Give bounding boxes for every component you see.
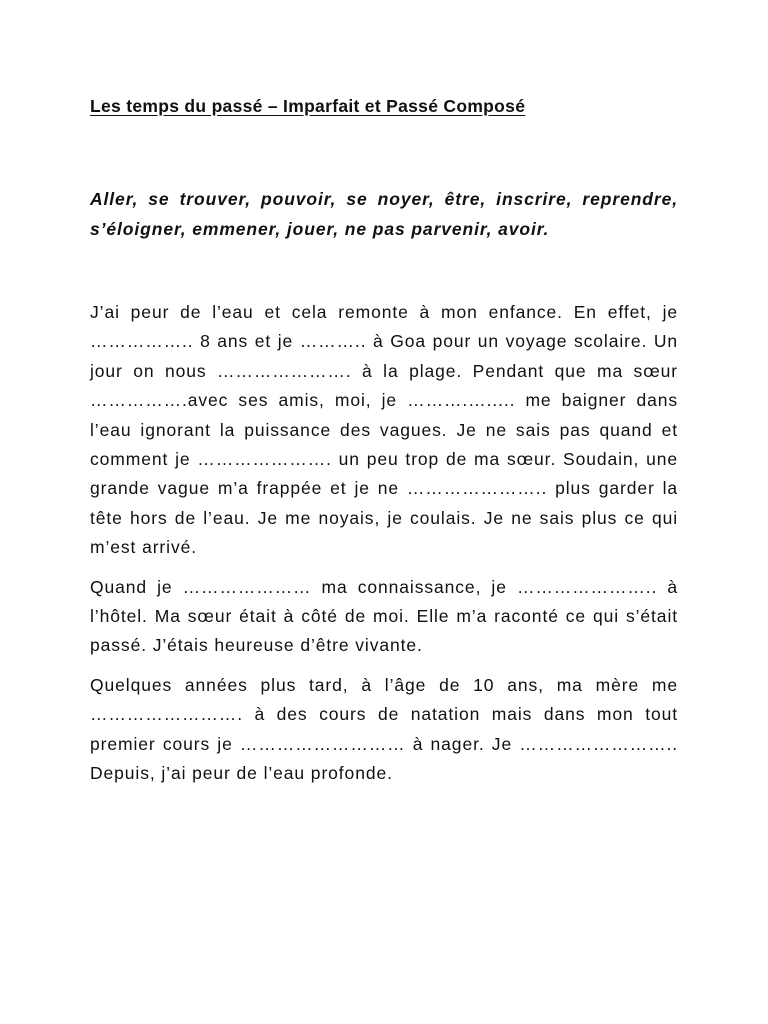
paragraph-2: Quand je ………………… ma connaissance, je ………………….. à l’hôtel. Ma sœur était à côté de moi. Elle m’a raconté ce qui s’était passé. J’étais heureuse d’être vivante. [90,576,678,656]
worksheet-title: Les temps du passé – Imparfait et Passé Composé [90,96,526,116]
paragraph-1: J’ai peur de l’eau et cela remonte à mon enfance. En effet, je …………….. 8 ans et je ……….. à Goa pour un voyage scolaire. Un jour on nous …………………. à la plage. Pendant que ma sœur …………….avec ses amis, moi, je ……….…..... me baigner dans l’eau ignorant la puissance des vagues. Je ne sais pas quand et comment je …………………. un peu trop de ma sœur. Soudain, une grande vague m’a frappée et je ne ………………….. plus garder la tête hors de l’eau. Je me noyais, je coulais. Je ne sais plus ce qui m’est arrivé. [90,302,678,558]
verb-list: Aller, se trouver, pouvoir, se noyer, être, inscrire, reprendre, s’éloigner, emmener, jouer, ne pas parvenir, avoir. [90,189,678,239]
paragraph-3: Quelques années plus tard, à l’âge de 10 ans, ma mère me ……………………. à des cours de natation mais dans mon tout premier cours je ……………………… à nager. Je …………………….. Depuis, j’ai peur de l’eau profonde. [90,674,678,784]
worksheet-page [90,92,678,799]
exercise-text [90,298,678,789]
